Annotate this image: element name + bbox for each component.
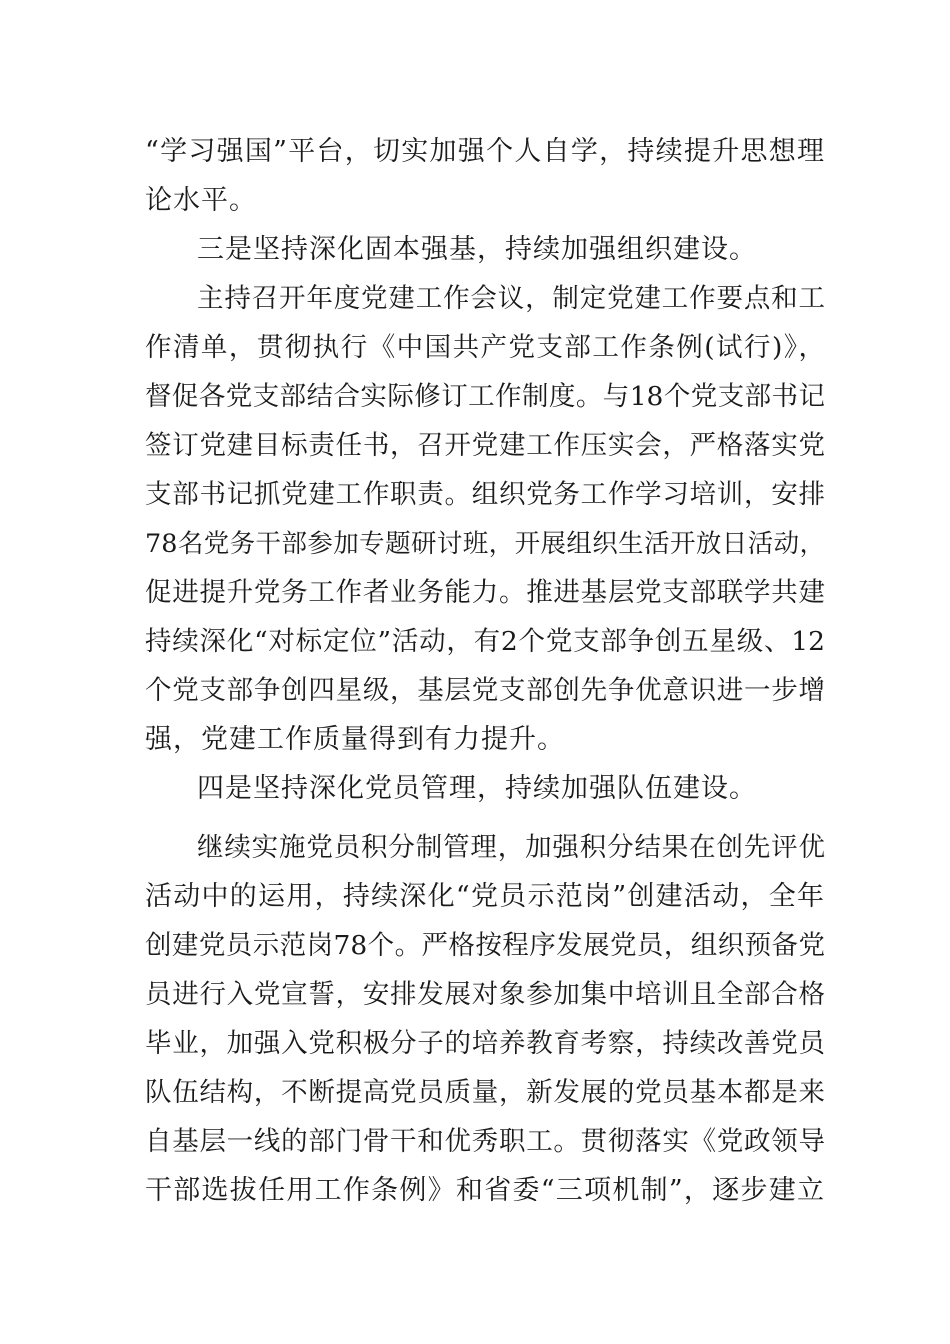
text-line-17: 创建党员示范岗78个。严格按程序发展党员，组织预备党 <box>145 930 825 961</box>
text-line-4: 主持召开年度党建工作会议，制定党建工作要点和工 <box>197 283 825 314</box>
text-line-16: 活动中的运用，持续深化“党员示范岗”创建活动，全年 <box>145 881 825 912</box>
text-line-22: 干部选拔任用工作条例》和省委“三项机制”，逐步建立 <box>145 1175 825 1206</box>
text-line-15: 继续实施党员积分制管理，加强积分结果在创先评优 <box>197 832 825 863</box>
text-line-6: 督促各党支部结合实际修订工作制度。与18个党支部书记 <box>145 381 825 412</box>
text-line-13: 强，党建工作质量得到有力提升。 <box>145 724 565 755</box>
section-heading-4: 四是坚持深化党员管理，持续加强队伍建设。 <box>197 773 757 804</box>
text-line-20: 队伍结构，不断提高党员质量，新发展的党员基本都是来 <box>145 1077 825 1108</box>
text-line-8: 支部书记抓党建工作职责。组织党务工作学习培训，安排 <box>145 479 825 510</box>
text-line-18: 员进行入党宣誓，安排发展对象参加集中培训且全部合格 <box>145 979 825 1010</box>
text-line-19: 毕业，加强入党积极分子的培养教育考察，持续改善党员 <box>145 1028 825 1059</box>
text-line-7: 签订党建目标责任书，召开党建工作压实会，严格落实党 <box>145 430 825 461</box>
text-line-10: 促进提升党务工作者业务能力。推进基层党支部联学共建 <box>145 577 825 608</box>
text-line-1: “学习强国”平台，切实加强个人自学，持续提升思想理 <box>145 136 825 167</box>
text-line-5: 作清单，贯彻执行《中国共产党支部工作条例(试行)》， <box>145 332 825 363</box>
text-line-2: 论水平。 <box>145 185 257 216</box>
text-line-9: 78名党务干部参加专题研讨班，开展组织生活开放日活动， <box>145 529 825 559</box>
text-line-11: 持续深化“对标定位”活动，有2个党支部争创五星级、12 <box>145 626 825 657</box>
text-line-21: 自基层一线的部门骨干和优秀职工。贯彻落实《党政领导 <box>145 1126 825 1157</box>
text-line-12: 个党支部争创四星级，基层党支部创先争优意识进一步增 <box>145 675 825 706</box>
section-heading-3: 三是坚持深化固本强基，持续加强组织建设。 <box>197 234 757 265</box>
